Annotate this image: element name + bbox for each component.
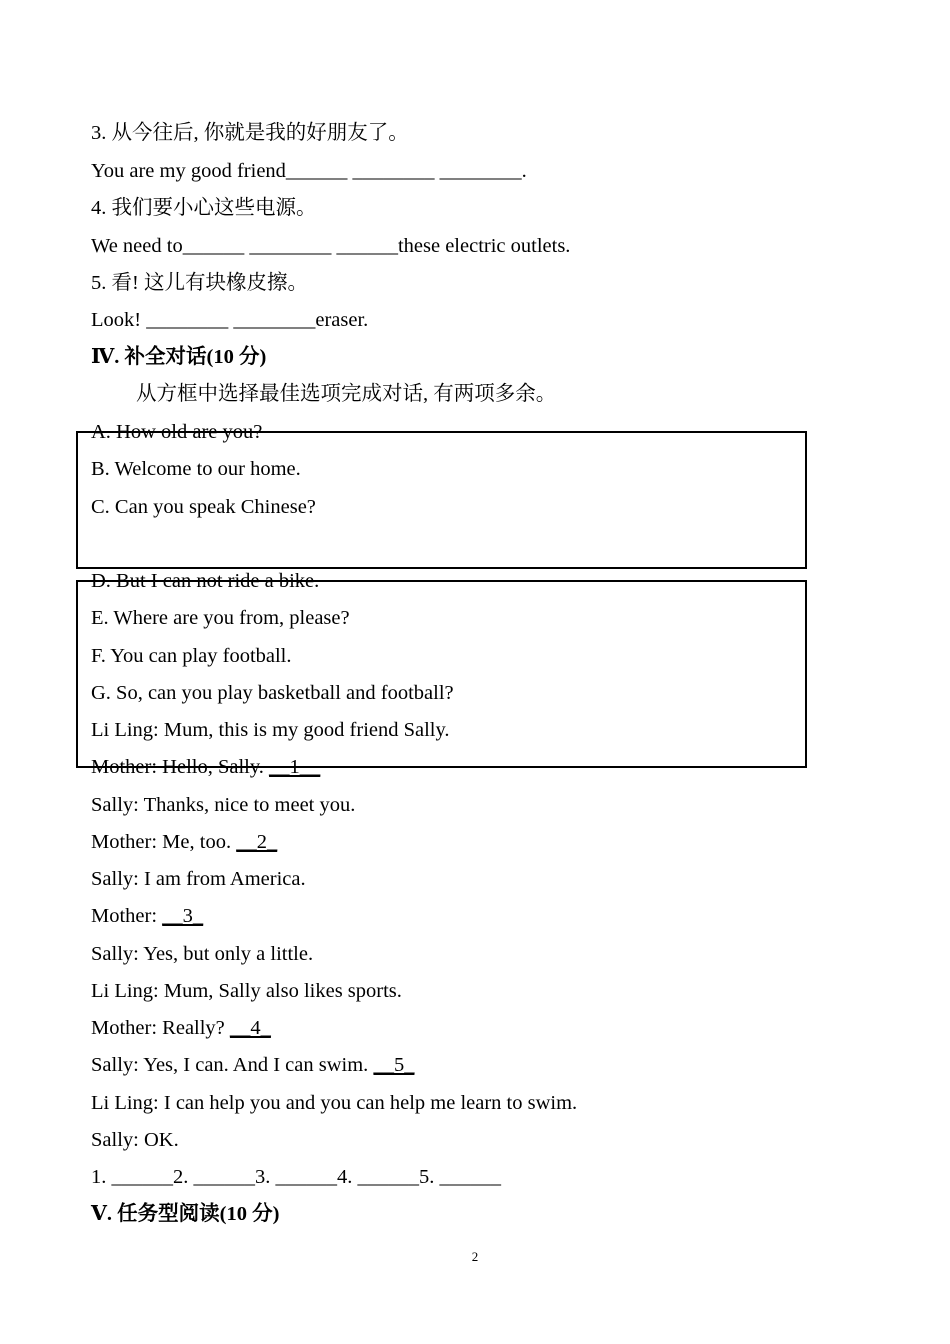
blank-1: __1__ <box>269 756 321 778</box>
dialogue-line-8: Li Ling: Mum, Sally also likes sports. <box>91 980 402 1002</box>
section-4-heading: Ⅳ. 补全对话(10 分) <box>91 346 267 368</box>
blank-2: __2_ <box>236 831 278 853</box>
item-4-chinese: 4. 我们要小心这些电源。 <box>91 197 317 219</box>
blank-3: __3_ <box>162 905 204 927</box>
dialogue-line-1: Li Ling: Mum, this is my good friend Sally. <box>91 719 450 741</box>
dialogue-line-11: Li Ling: I can help you and you can help me learn to swim. <box>91 1092 578 1114</box>
item-5-chinese: 5. 看! 这儿有块橡皮擦。 <box>91 272 308 294</box>
dialogue-line-3: Sally: Thanks, nice to meet you. <box>91 794 356 816</box>
option-d: D. But I can not ride a bike. <box>91 570 320 592</box>
page-number: 2 <box>471 1249 479 1264</box>
section-5-heading: Ⅴ. 任务型阅读(10 分) <box>91 1203 280 1225</box>
option-a: A. How old are you? <box>91 421 263 443</box>
dialogue-line-9: Mother: Really? __4_ <box>91 1017 271 1039</box>
blank-4: __4_ <box>229 1017 271 1039</box>
option-g: G. So, can you play basketball and football? <box>91 682 454 704</box>
dialogue-line-7: Sally: Yes, but only a little. <box>91 943 314 965</box>
dialogue-line-4: Mother: Me, too. __2_ <box>91 831 278 853</box>
item-3-english: You are my good friend______ ________ ________. <box>91 160 527 182</box>
item-5-english: Look! ________ ________eraser. <box>91 309 369 331</box>
item-3-chinese: 3. 从今往后, 你就是我的好朋友了。 <box>91 122 409 144</box>
section-4-instruction: 从方框中选择最佳选项完成对话, 有两项多余。 <box>136 383 557 405</box>
answer-line: 1. ______2. ______3. ______4. ______5. ______ <box>91 1166 501 1188</box>
option-c: C. Can you speak Chinese? <box>91 496 316 518</box>
option-f: F. You can play football. <box>91 645 292 667</box>
blank-5: __5_ <box>373 1054 415 1076</box>
dialogue-line-12: Sally: OK. <box>91 1129 179 1151</box>
option-e: E. Where are you from, please? <box>91 607 350 629</box>
dialogue-line-10: Sally: Yes, I can. And I can swim. __5_ <box>91 1054 415 1076</box>
option-b: B. Welcome to our home. <box>91 458 301 480</box>
dialogue-line-5: Sally: I am from America. <box>91 868 306 890</box>
item-4-english: We need to______ ________ ______these electric outlets. <box>91 235 571 257</box>
dialogue-line-2: Mother: Hello, Sally. __1__ <box>91 756 321 778</box>
dialogue-line-6: Mother: __3_ <box>91 905 204 927</box>
